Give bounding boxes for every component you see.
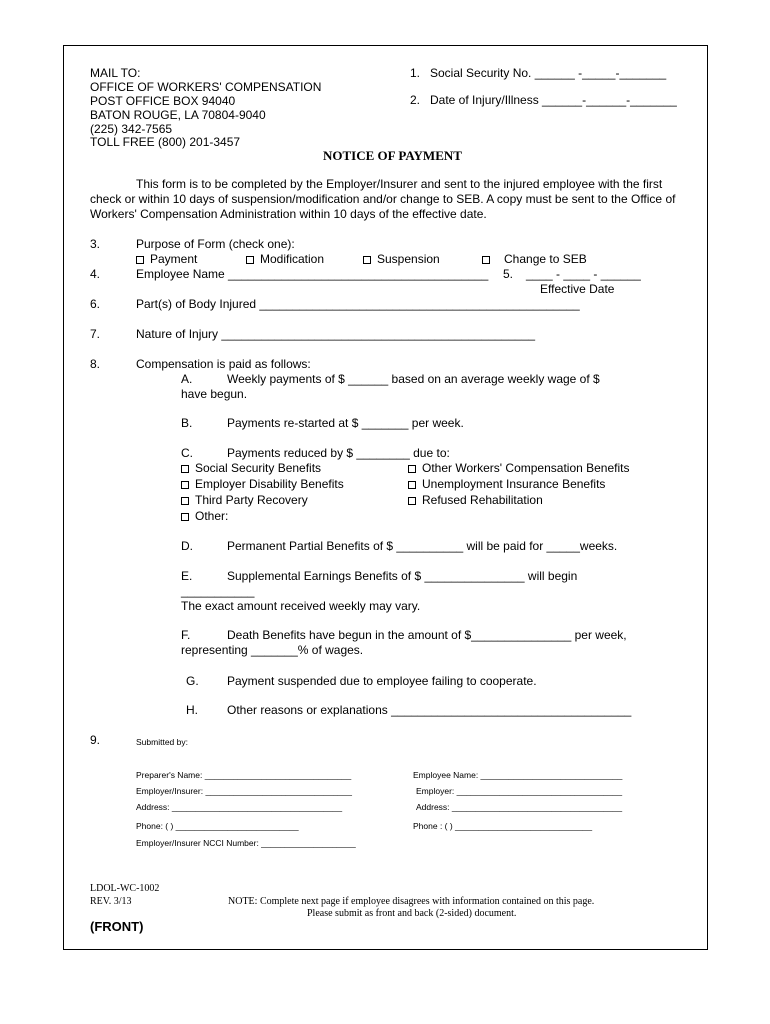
page-title: NOTICE OF PAYMENT [323,148,462,163]
reason-refused-rehab[interactable]: Refused Rehabilitation [408,493,543,508]
checkbox-change-to-seb[interactable] [482,256,490,264]
supplemental-note: The exact amount received weekly may vary. [181,599,421,613]
checkbox-payment[interactable] [136,256,144,264]
weekly-payments-field[interactable]: Weekly payments of $ ______ based on an average weekly wage of $ [227,372,600,386]
death-benefits-percent-field[interactable]: representing _______% of wages. [181,643,364,657]
letter-h: H. [186,703,198,717]
item-3-number: 3. [90,237,101,251]
submitted-by-label: Submitted by: [136,737,188,747]
purpose-label: Purpose of Form (check one): [136,237,295,251]
letter-d: D. [181,539,193,553]
payments-restarted-field[interactable]: Payments re-started at $ _______ per week. [227,416,464,430]
permanent-partial-field[interactable]: Permanent Partial Benefits of $ __________ will be paid for _____weeks. [227,539,618,553]
checkbox-employer-disability[interactable] [181,481,189,489]
item-2-number: 2. [410,93,421,107]
supplemental-start-field[interactable]: ___________ [181,584,255,598]
purpose-payment[interactable]: Payment [136,252,197,267]
mail-to-label: MAIL TO: [90,66,141,80]
form-revision: REV. 3/13 [90,896,132,907]
date-of-injury-field[interactable]: Date of Injury/Illness ______-______-_______ [430,93,677,107]
mail-toll-free: TOLL FREE (800) 201-3457 [90,135,241,149]
letter-b: B. [181,416,193,430]
purpose-modification[interactable]: Modification [246,252,324,267]
mail-office: OFFICE OF WORKERS' COMPENSATION [90,80,322,94]
item-9-number: 9. [90,733,101,747]
other-reasons-field[interactable]: Other reasons or explanations ____________________________________ [227,703,632,717]
effective-date-field[interactable]: ____ - ____ - ______ [526,267,641,281]
ncci-number-field[interactable]: Employer/Insurer NCCI Number: ____________________ [136,838,356,848]
checkbox-social-security[interactable] [181,465,189,473]
reason-unemployment[interactable]: Unemployment Insurance Benefits [408,477,605,492]
front-label: (FRONT) [90,919,144,934]
preparer-name-field[interactable]: Preparer's Name: _______________________________ [136,770,352,780]
footer-note: NOTE: Complete next page if employee disagrees with information contained on this page. [228,896,595,907]
checkbox-other-workers-comp[interactable] [408,465,416,473]
purpose-suspension[interactable]: Suspension [363,252,440,267]
mail-po-box: POST OFFICE BOX 94040 [90,94,236,108]
mail-city: BATON ROUGE, LA 70804-9040 [90,108,266,122]
reason-other[interactable]: Other: [181,509,228,524]
compensation-label: Compensation is paid as follows: [136,357,311,371]
item-7-number: 7. [90,327,101,341]
address-right-field[interactable]: Address: ____________________________________ [416,802,623,812]
item-5-number: 5. [503,267,514,281]
item-1-number: 1. [410,66,421,80]
payment-suspended-text: Payment suspended due to employee failing to cooperate. [227,674,537,688]
supplemental-earnings-field[interactable]: Supplemental Earnings Benefits of $ _______________ will begin [227,569,578,583]
effective-date-caption: Effective Date [540,282,615,296]
letter-c: C. [181,446,193,460]
letter-g: G. [186,674,199,688]
checkbox-unemployment[interactable] [408,481,416,489]
letter-f: F. [181,628,191,642]
reason-other-workers-comp[interactable]: Other Workers' Compensation Benefits [408,461,630,476]
letter-a: A. [181,372,193,386]
intro-paragraph: This form is to be completed by the Employer/Insurer and sent to the injured employee with the first check or within 10 days of suspension/modification and/or change to SEB. A copy must be sent to the Office of Workers' Compensation Administration within 10 days of the effective date. [90,177,676,221]
weekly-payments-cont: have begun. [181,387,248,401]
employer-insurer-field[interactable]: Employer/Insurer: _______________________________ [136,786,352,796]
nature-of-injury-field[interactable]: Nature of Injury _______________________________________________ [136,327,536,341]
checkbox-refused-rehab[interactable] [408,497,416,505]
body-parts-field[interactable]: Part(s) of Body Injured ________________________________________________ [136,297,580,311]
reason-social-security[interactable]: Social Security Benefits [181,461,321,476]
form-number: LDOL-WC-1002 [90,883,160,894]
checkbox-modification[interactable] [246,256,254,264]
purpose-change-to-seb[interactable]: Change to SEB [482,252,587,267]
phone-right-field[interactable]: Phone : ( ) _____________________________ [413,821,593,831]
reason-third-party[interactable]: Third Party Recovery [181,493,308,508]
reason-employer-disability[interactable]: Employer Disability Benefits [181,477,344,492]
item-8-number: 8. [90,357,101,371]
social-security-field[interactable]: Social Security No. ______ -_____-_______ [430,66,667,80]
item-4-number: 4. [90,267,101,281]
mail-phone: (225) 342-7565 [90,122,173,136]
employee-name-right-field[interactable]: Employee Name: ______________________________ [413,770,623,780]
employer-field[interactable]: Employer: ___________________________________ [416,786,623,796]
footer-note-2: Please submit as front and back (2-sided) document. [307,908,517,919]
item-6-number: 6. [90,297,101,311]
letter-e: E. [181,569,193,583]
checkbox-suspension[interactable] [363,256,371,264]
address-left-field[interactable]: Address: ____________________________________ [136,802,343,812]
phone-left-field[interactable]: Phone: ( ) __________________________ [136,821,299,831]
checkbox-third-party[interactable] [181,497,189,505]
death-benefits-field[interactable]: Death Benefits have begun in the amount of $_______________ per week, [227,628,627,642]
payments-reduced-field[interactable]: Payments reduced by $ ________ due to: [227,446,450,460]
checkbox-other[interactable] [181,513,189,521]
employee-name-field[interactable]: Employee Name _______________________________________ [136,267,489,281]
